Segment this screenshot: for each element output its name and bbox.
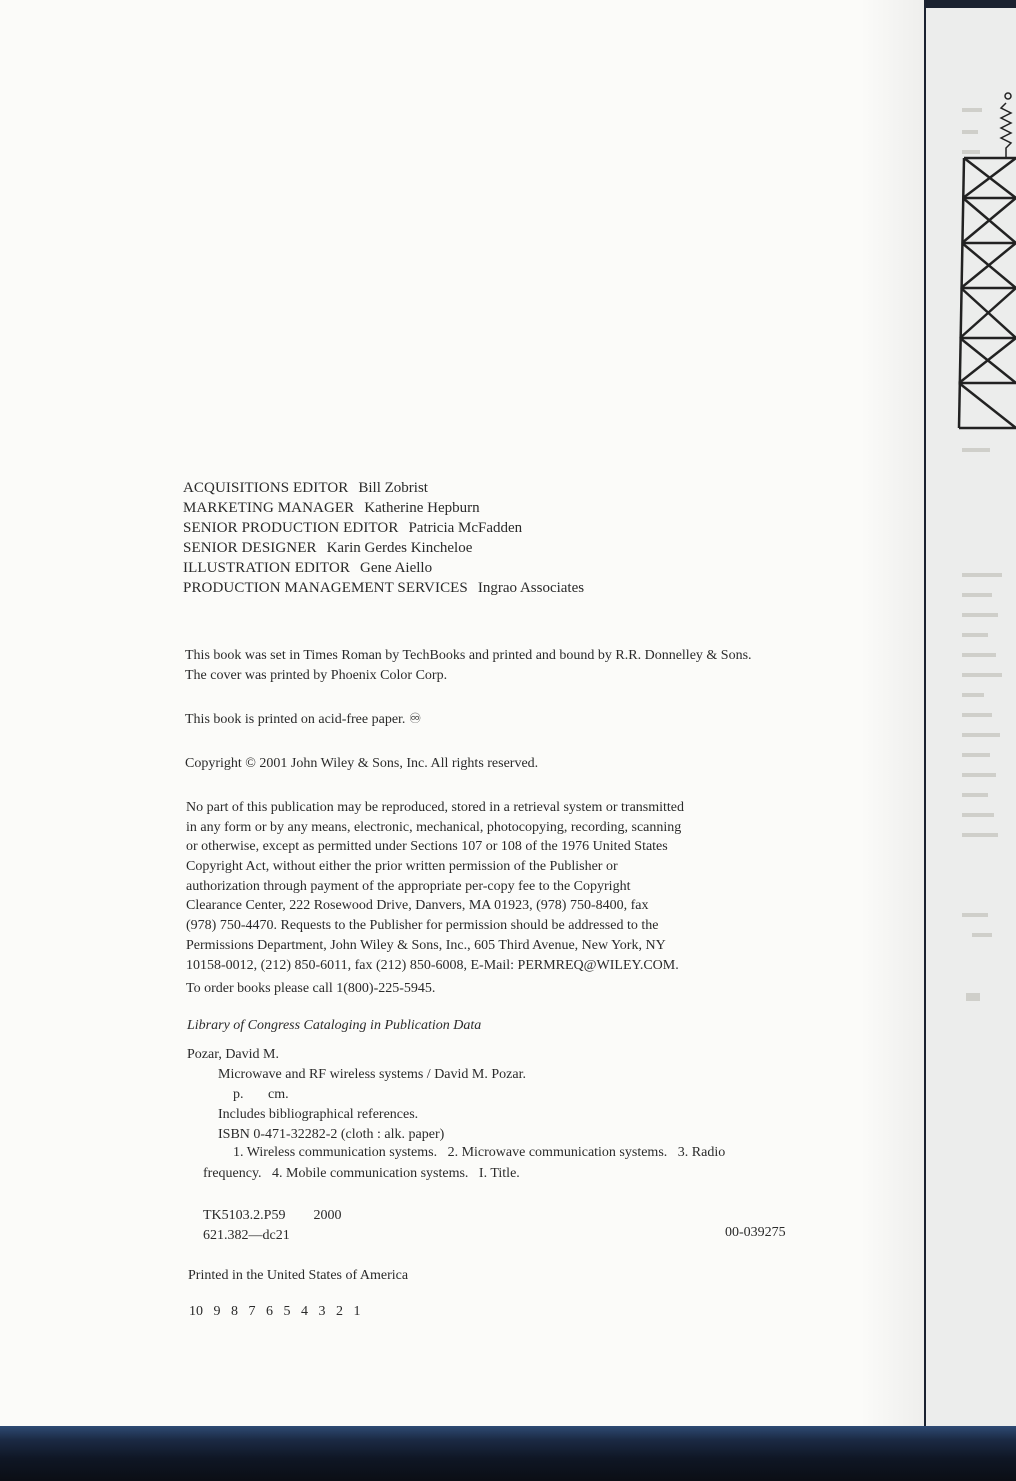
cip-lc-class: TK5103.2.P59 2000 xyxy=(203,1208,342,1223)
permissions-line: in any form or by any means, electronic, mechanical, photocopying, recording, scanning xyxy=(186,820,682,835)
copyright-notice: Copyright © 2001 John Wiley & Sons, Inc. All rights reserved. xyxy=(185,756,539,771)
permissions-line: 10158-0012, (212) 850-6011, fax (212) 850-6008, E-Mail: PERMREQ@WILEY.COM. xyxy=(186,958,679,973)
permissions-line: No part of this publication may be reproduced, stored in a retrieval system or transmitted xyxy=(186,800,685,815)
printing-note-line: The cover was printed by Phoenix Color Corp. xyxy=(185,668,448,683)
acid-free-note: This book is printed on acid-free paper. ♾ xyxy=(185,712,422,727)
permissions-line: (978) 750-4470. Requests to the Publisher for permission should be addressed to the xyxy=(186,918,659,933)
cip-heading: Library of Congress Cataloging in Publication Data xyxy=(187,1018,482,1033)
credit-illustration-editor: ILLUSTRATION EDITOR Gene Aiello xyxy=(183,560,433,576)
permissions-line: Permissions Department, John Wiley & Sons, Inc., 605 Third Avenue, New York, NY xyxy=(186,938,666,953)
permissions-line: authorization through payment of the appropriate per-copy fee to the Copyright xyxy=(186,879,631,894)
credit-senior-production-editor: SENIOR PRODUCTION EDITOR Patricia McFadden xyxy=(183,520,523,536)
antenna-tower-illustration xyxy=(926,8,1016,1426)
permissions-line: Clearance Center, 222 Rosewood Drive, Danvers, MA 01923, (978) 750-8400, fax xyxy=(186,898,649,913)
cip-lccn: 00-039275 xyxy=(725,1225,786,1240)
cip-author: Pozar, David M. xyxy=(187,1047,279,1062)
permissions-line: To order books please call 1(800)-225-5945. xyxy=(186,981,436,996)
permissions-line: Copyright Act, without either the prior written permission of the Publisher or xyxy=(186,859,618,874)
book-cover-edge xyxy=(0,1426,1016,1481)
cip-title: Microwave and RF wireless systems / David M. Pozar. xyxy=(218,1067,526,1082)
cip-subjects: 1. Wireless communication systems. 2. Microwave communication systems. 3. Radio xyxy=(233,1145,726,1160)
credit-marketing-manager: MARKETING MANAGER Katherine Hepburn xyxy=(183,500,480,516)
printing-note-line: This book was set in Times Roman by TechBooks and printed and bound by R.R. Donnelley & Sons. xyxy=(185,648,752,663)
cip-pages: p. cm. xyxy=(233,1087,289,1102)
cip-bibliography: Includes bibliographical references. xyxy=(218,1107,419,1122)
permissions-line: or otherwise, except as permitted under Sections 107 or 108 of the 1976 United States xyxy=(186,839,668,854)
page-gutter-shadow xyxy=(860,0,924,1428)
cip-subjects: frequency. 4. Mobile communication systems. I. Title. xyxy=(203,1166,520,1181)
cip-isbn: ISBN 0-471-32282-2 (cloth : alk. paper) xyxy=(218,1127,445,1142)
printed-in: Printed in the United States of America xyxy=(188,1268,409,1283)
credit-senior-designer: SENIOR DESIGNER Karin Gerdes Kincheloe xyxy=(183,540,473,556)
cip-dewey: 621.382—dc21 xyxy=(203,1228,290,1243)
facing-page-edge xyxy=(926,8,1016,1426)
credit-production-management: PRODUCTION MANAGEMENT SERVICES Ingrao Associates xyxy=(183,580,585,596)
print-line: 10 9 8 7 6 5 4 3 2 1 xyxy=(189,1304,361,1319)
credit-acquisitions-editor: ACQUISITIONS EDITOR Bill Zobrist xyxy=(183,480,428,496)
